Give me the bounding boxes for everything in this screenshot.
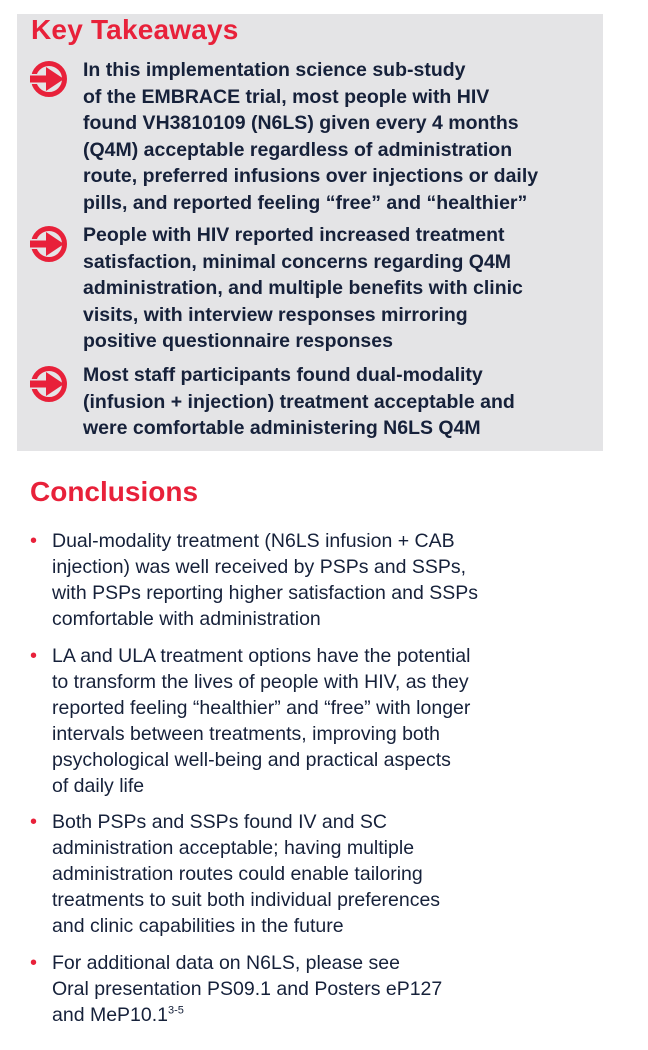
conclusion-text: Both PSPs and SSPs found IV and SC administration acceptable; having multiple administration routes could enable tailoring treatments to suit both individual preferences and clinic capabilities in the future xyxy=(52,811,441,937)
arrow-circle-icon xyxy=(30,60,68,98)
takeaway-text: In this implementation science sub-study of the EMBRACE trial, most people with HIV found VH3810109 (N6LS) given every 4 months (Q4M) acceptable regardless of administration route, preferred infusions over injections or daily pills, and reported feeling “free” and “healthier” xyxy=(83,59,539,214)
bullet-icon: • xyxy=(30,952,38,974)
arrow-circle-icon xyxy=(30,365,68,403)
conclusion-text-body: For additional data on N6LS, please see Oral presentation PS09.1 and Posters eP127 and MeP10.1 xyxy=(52,952,443,1026)
conclusions-title: Conclusions xyxy=(30,476,199,507)
conclusion-text xyxy=(52,950,612,1028)
conclusion-text: LA and ULA treatment options have the potential to transform the lives of people with HIV, as they reported feeling “healthier” and “free” with longer intervals between treatments, improving both psychological well-being and practical aspects of daily life xyxy=(52,645,471,797)
bullet-icon: • xyxy=(30,811,38,833)
key-takeaways-title: Key Takeaways xyxy=(31,14,239,45)
takeaway-text: People with HIV reported increased treatment satisfaction, minimal concerns regarding Q4M administration, and multiple benefits with clinic visits, with interview responses mirroring positive questionnaire responses xyxy=(83,224,523,352)
bullet-icon: • xyxy=(30,645,38,667)
takeaway-text: Most staff participants found dual-modality (infusion + injection) treatment acceptable and were comfortable administering N6LS Q4M xyxy=(83,364,515,439)
conclusion-text: Dual-modality treatment (N6LS infusion + CAB injection) was well received by PSPs and SSPs, with PSPs reporting higher satisfaction and SSPs comfortable with administration xyxy=(52,530,478,630)
reference-superscript: 3-5 xyxy=(168,1004,184,1017)
arrow-circle-icon xyxy=(30,225,68,263)
key-takeaways-panel xyxy=(17,14,603,451)
bullet-icon: • xyxy=(30,530,38,552)
